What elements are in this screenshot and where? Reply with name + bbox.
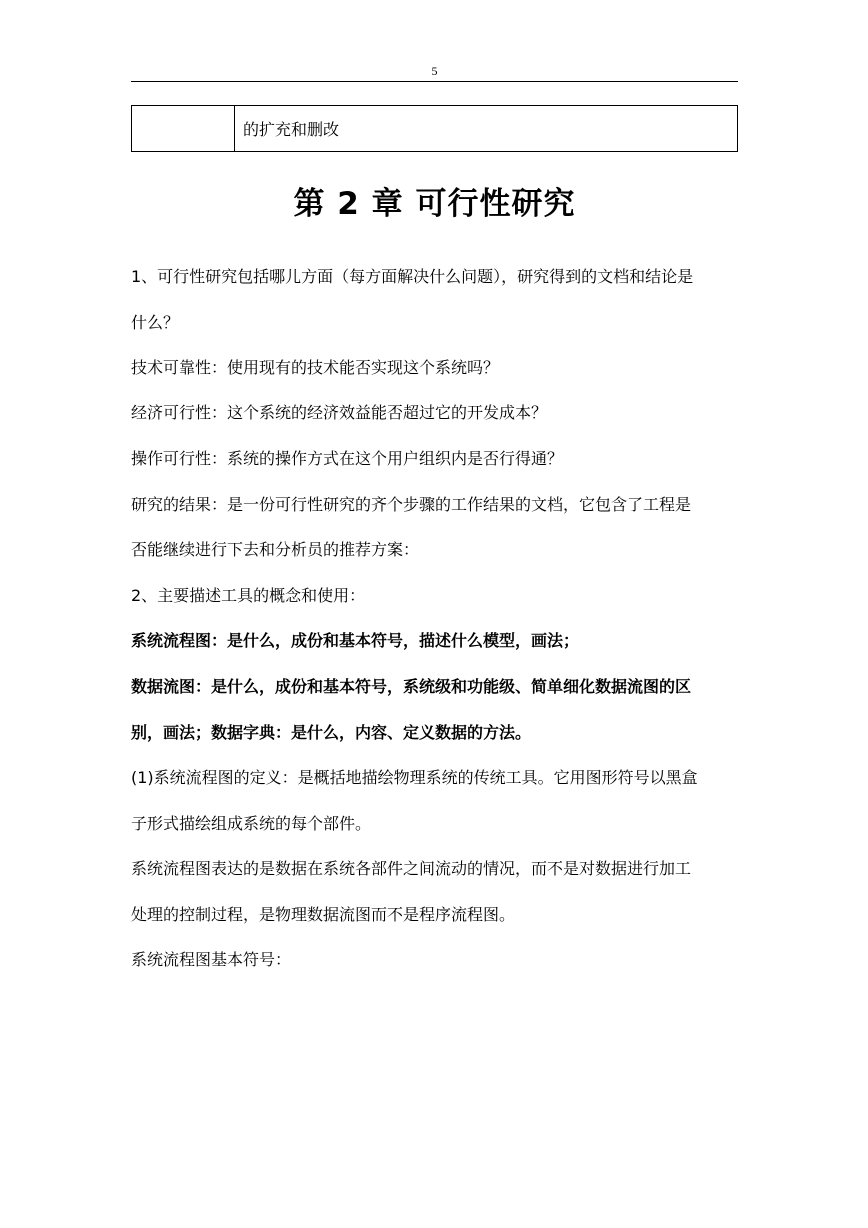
dataflow-summary-line-2: 别，画法；数据字典：是什么，内容、定义数据的方法。 bbox=[131, 723, 532, 742]
flowchart-expression-line-2: 处理的控制过程，是物理数据流图而不是程序流程图。 bbox=[131, 905, 516, 924]
technical-feasibility: 技术可靠性：使用现有的技术能否实现这个系统吗？ bbox=[131, 358, 500, 377]
flowchart-definition-line-2: 子形式描绘组成系统的每个部件。 bbox=[131, 814, 372, 833]
flowchart-symbols-heading: 系统流程图基本符号： bbox=[131, 950, 292, 969]
table-cell-content: 的扩充和删改 bbox=[235, 106, 738, 152]
economic-feasibility: 经济可行性：这个系统的经济效益能否超过它的开发成本？ bbox=[131, 403, 548, 422]
question-1-line-2: 什么？ bbox=[131, 313, 180, 332]
study-result-line-2: 否能继续进行下去和分析员的推荐方案： bbox=[131, 540, 420, 559]
continuation-table bbox=[131, 105, 738, 152]
flowchart-definition-line-1: (1)系统流程图的定义：是概括地描绘物理系统的传统工具。它用图形符号以黑盒 bbox=[131, 768, 698, 787]
page-number: 5 bbox=[431, 64, 438, 78]
table-row bbox=[132, 106, 738, 152]
operational-feasibility: 操作可行性：系统的操作方式在这个用户组织内是否行得通？ bbox=[131, 449, 564, 468]
flowchart-expression-line-1: 系统流程图表达的是数据在系统各部件之间流动的情况，而不是对数据进行加工 bbox=[131, 859, 692, 878]
chapter-title: 第 2 章 可行性研究 bbox=[293, 186, 576, 222]
dataflow-summary-line-1: 数据流图：是什么，成份和基本符号，系统级和功能级、简单细化数据流图的区 bbox=[131, 677, 692, 696]
question-2: 2、主要描述工具的概念和使用： bbox=[131, 586, 366, 605]
header-rule bbox=[131, 81, 738, 82]
system-flowchart-summary: 系统流程图：是什么，成份和基本符号，描述什么模型，画法； bbox=[131, 631, 580, 650]
table-cell-label bbox=[132, 106, 235, 152]
study-result-line-1: 研究的结果：是一份可行性研究的齐个步骤的工作结果的文档，它包含了工程是 bbox=[131, 495, 692, 514]
question-1-line-1: 1、可行性研究包括哪儿方面（每方面解决什么问题），研究得到的文档和结论是 bbox=[131, 267, 694, 286]
